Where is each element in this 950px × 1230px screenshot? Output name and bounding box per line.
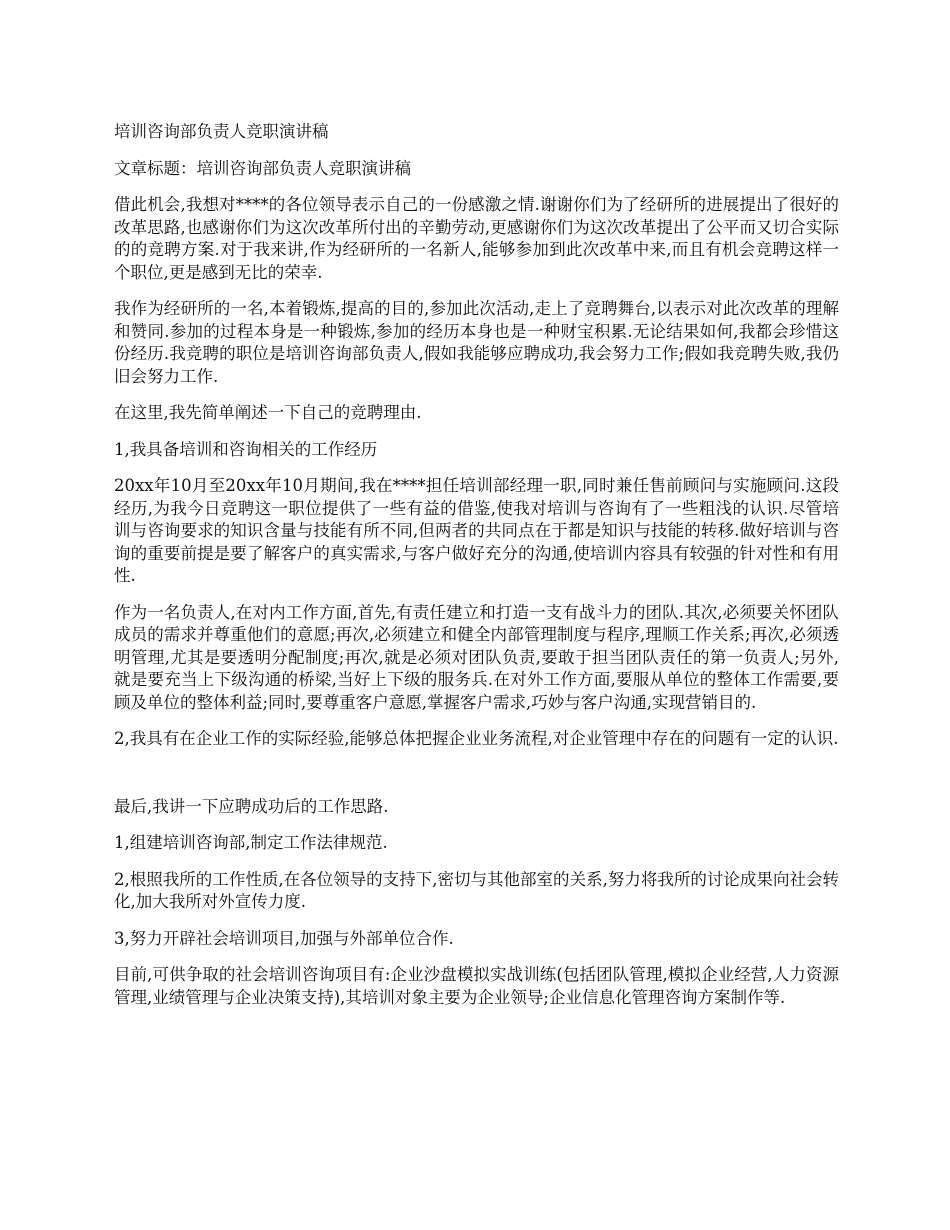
paragraph-plan-lead: 最后,我讲一下应聘成功后的工作思路. <box>114 796 389 816</box>
paragraph-motivation: 我作为经研所的一名,本着锻炼,提高的目的,参加此次活动,走上了竞聘舞台,以表示对此次改革的理解和赞同.参加的过程本身是一种锻炼,参加的经历本身也是一种财宝积累.无论结果如何,我都会珍惜这份经历.我竞聘的职位是培训咨询部负责人,假如我能够应聘成功,我会努力工作;假如我竞聘失败,我仍旧会努力工作. <box>114 299 839 386</box>
plan-item-3: 3,努力开辟社会培训项目,加强与外部单位合作. <box>114 928 454 948</box>
paragraph-projects: 目前,可供争取的社会培训咨询项目有:企业沙盘模拟实战训练(包括团队管理,模拟企业经营,人力资源管理,业绩管理与企业决策支持),其培训对象主要为企业领导;企业信息化管理咨询方案制作等. <box>114 965 839 1007</box>
paragraph-intro: 借此机会,我想对****的各位领导表示自己的一份感激之情.谢谢你们为了经研所的进展提出了很好的改革思路,也感谢你们为这次改革所付出的辛勤劳动,更感谢你们为这次改革提出了公平而又切合实际的的竞聘方案.对于我来讲,作为经研所的一名新人,能够参加到此次改革中来,而且有机会竞聘这样一个职位,更是感到无比的荣幸. <box>114 195 839 282</box>
document-page <box>114 121 839 1023</box>
paragraph-experience: 20xx年10月至20xx年10月期间,我在****担任培训部经理一职,同时兼任售前顾问与实施顾问.这段经历,为我今日竞聘这一职位提供了一些有益的借鉴,使我对培训与咨询有了一些粗浅的认识.尽管培训与咨询要求的知识含量与技能有所不同,但两者的共同点在于都是知识与技能的转移.做好培训与咨询的重要前提是要了解客户的真实需求,与客户做好充分的沟通,使培训内容具有较强的针对性和有用性. <box>114 476 839 585</box>
reason-2-heading: 2,我具有在企业工作的实际经验,能够总体把握企业业务流程,对企业管理中存在的问题有一定的认识. <box>114 729 839 748</box>
plan-item-2: 2,根照我所的工作性质,在各位领导的支持下,密切与其他部室的关系,努力将我所的讨论成果向社会转化,加大我所对外宣传力度. <box>114 869 839 911</box>
article-title-line: 文章标题：培训咨询部负责人竞职演讲稿 <box>114 158 411 178</box>
blank-gap <box>114 765 839 796</box>
paragraph-reasons-lead: 在这里,我先简单阐述一下自己的竞聘理由. <box>114 403 422 422</box>
plan-item-1: 1,组建培训咨询部,制定工作法律规范. <box>114 833 388 852</box>
reason-1-heading: 1,我具备培训和咨询相关的工作经历 <box>114 439 378 459</box>
document-title: 培训咨询部负责人竞职演讲稿 <box>114 122 329 141</box>
paragraph-responsibilities: 作为一名负责人,在对内工作方面,首先,有责任建立和打造一支有战斗力的团队.其次,必须要关怀团队成员的需求并尊重他们的意愿;再次,必须建立和健全内部管理制度与程序,理顺工作关系;再次,必须透明管理,尤其是要透明分配制度;再次,就是必须对团队负责,要敢于担当团队责任的第一负责人;另外,就是要充当上下级沟通的桥梁,当好上下级的服务兵.在对外工作方面,要服从单位的整体工作需要,要顾及单位的整体利益;同时,要尊重客户意愿,掌握客户需求,巧妙与客户沟通,实现营销目的. <box>114 602 839 712</box>
